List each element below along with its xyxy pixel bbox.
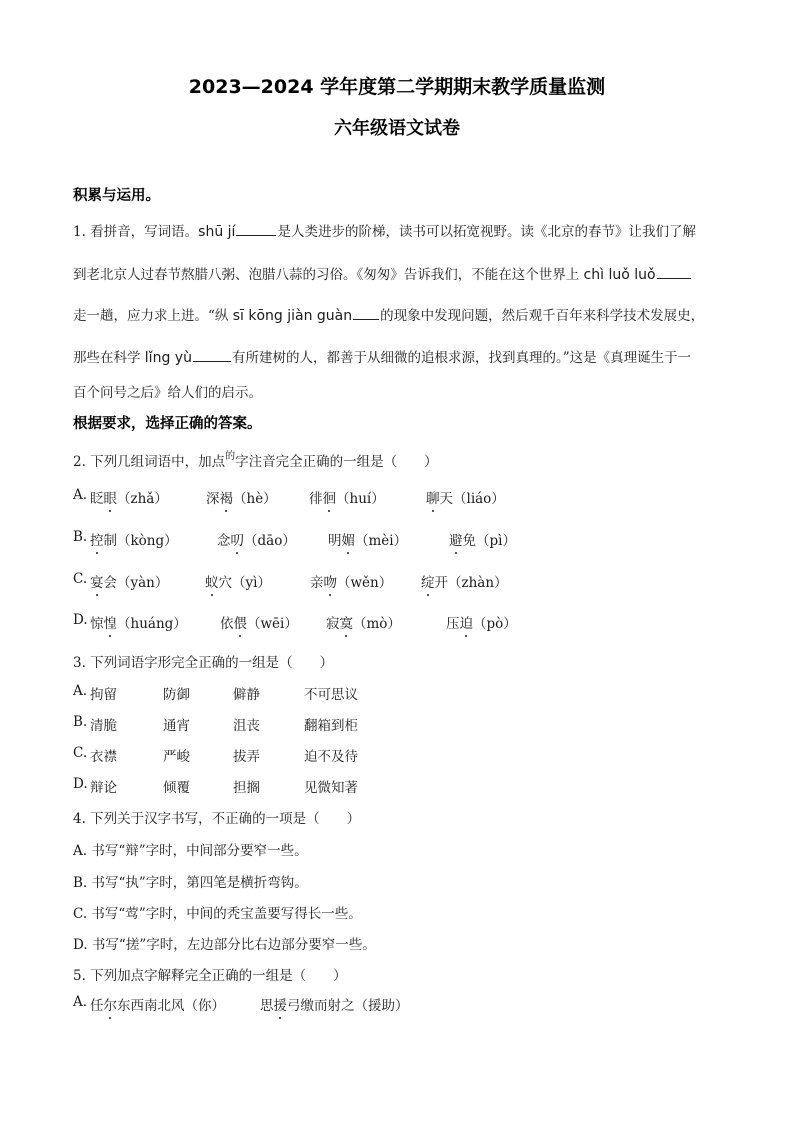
q3-word: 迫不及待 bbox=[304, 749, 358, 765]
section-heading-choice: 根据要求，选择正确的答案。 bbox=[73, 416, 262, 432]
pinyin-sikongjianguan: sī kōng jiàn guàn bbox=[232, 308, 353, 324]
pinyin-shuji: shū jí bbox=[198, 224, 236, 240]
option-label: A. bbox=[73, 487, 88, 503]
q5-a-phrase-1: 任尔东西南北风（你） bbox=[90, 994, 225, 1014]
q2-stem-text: 2. 下列几组词语中，加点 bbox=[73, 454, 226, 470]
option-label: C. bbox=[73, 745, 88, 761]
q2-d-word-4: 压迫（pò） bbox=[446, 612, 517, 632]
q5-stem: 5. 下列加点字解释完全正确的一组是（ ） bbox=[73, 968, 347, 984]
q2-c-word-2: 蚁穴（yì） bbox=[205, 571, 271, 591]
q3-word: 见微知著 bbox=[304, 780, 358, 796]
q1-line-4 bbox=[73, 346, 723, 366]
q3-word: 衣襟 bbox=[90, 749, 117, 765]
q4-option-a[interactable]: A. 书写“辩”字时，中间部分要窄一些。 bbox=[73, 843, 308, 859]
q2-b-word-3: 明媚（mèi） bbox=[328, 529, 407, 549]
page-title: 2023—2024 学年度第二学期期末教学质量监测 bbox=[188, 76, 606, 98]
q3-word: 翻箱到柜 bbox=[304, 718, 358, 734]
q4-option-b[interactable]: B. 书写“执”字时，第四笔是横折弯钩。 bbox=[73, 875, 308, 891]
q3-word: 拔弄 bbox=[233, 749, 260, 765]
q2-a-word-4: 聊天（liáo） bbox=[426, 487, 505, 507]
q2-a-word-2: 深褐（hè） bbox=[206, 487, 277, 507]
q1-line-2 bbox=[73, 263, 723, 283]
option-label: C. bbox=[73, 571, 88, 587]
q2-d-word-2: 依偎（wēi） bbox=[220, 612, 298, 632]
q1-text: 走一趟，应力求上进。“纵 bbox=[73, 308, 229, 324]
q4-option-d[interactable]: D. 书写“搓”字时，左边部分比右边部分要窄一些。 bbox=[73, 937, 376, 953]
answer-blank[interactable] bbox=[657, 277, 691, 279]
q2-stem-text: 字注音完全正确的一组是（ ） bbox=[235, 454, 438, 470]
q2-c-word-1: 宴会（yàn） bbox=[90, 571, 168, 591]
q2-stem-de: 的 bbox=[225, 451, 236, 462]
pinyin-chiluoluo: chì luǒ luǒ bbox=[583, 267, 656, 283]
section-heading-accumulation: 积累与运用。 bbox=[73, 188, 160, 204]
q3-word: 沮丧 bbox=[233, 718, 260, 734]
q2-c-word-4: 绽开（zhàn） bbox=[421, 571, 508, 591]
q1-line-1 bbox=[73, 220, 723, 240]
q1-text: 那些在科学 bbox=[73, 350, 141, 366]
q4-stem: 4. 下列关于汉字书写，不正确的一项是（ ） bbox=[73, 811, 361, 827]
q3-word: 通宵 bbox=[163, 718, 190, 734]
q3-stem: 3. 下列词语字形完全正确的一组是（ ） bbox=[73, 655, 334, 671]
q2-a-word-1: 眨眼（zhǎ） bbox=[90, 487, 168, 507]
q1-text: 有所建树的人，都善于从细微的追根求源，找到真理的。”这是《真理诞生于一 bbox=[231, 350, 692, 366]
q2-d-word-1: 惊惶（huáng） bbox=[90, 612, 187, 632]
q3-word: 防御 bbox=[163, 687, 190, 703]
pinyin-lingyu: lǐng yù bbox=[144, 350, 192, 366]
q1-text: 1. 看拼音，写词语。 bbox=[73, 224, 199, 240]
q1-line-3 bbox=[73, 304, 723, 324]
answer-blank[interactable] bbox=[353, 318, 379, 320]
answer-blank[interactable] bbox=[236, 234, 276, 236]
page-subtitle: 六年级语文试卷 bbox=[334, 118, 460, 139]
option-label: D. bbox=[73, 612, 88, 628]
option-label: B. bbox=[73, 529, 88, 545]
q3-word: 清脆 bbox=[90, 718, 117, 734]
option-label: A. bbox=[73, 994, 88, 1010]
q2-d-word-3: 寂寞（mò） bbox=[326, 612, 401, 632]
q3-word: 倾覆 bbox=[163, 780, 190, 796]
q1-text: 到老北京人过春节熬腊八粥、泡腊八蒜的习俗。《匆匆》告诉我们，不能在这个世界上 bbox=[73, 267, 580, 283]
option-label: A. bbox=[73, 683, 88, 699]
q3-word: 辩论 bbox=[90, 780, 117, 796]
option-label: B. bbox=[73, 714, 88, 730]
q2-b-word-2: 念叨（dāo） bbox=[217, 529, 296, 549]
q1-text: 是人类进步的阶梯，读书可以拓宽视野。读《北京的春节》让我们了解 bbox=[277, 224, 696, 240]
q3-word: 担搁 bbox=[233, 780, 260, 796]
q2-b-word-1: 控制（kòng） bbox=[90, 529, 178, 549]
q3-word: 拘留 bbox=[90, 687, 117, 703]
q2-c-word-3: 亲吻（wěn） bbox=[310, 571, 392, 591]
q5-a-phrase-2: 思援弓缴而射之（援助） bbox=[260, 994, 409, 1014]
option-label: D. bbox=[73, 776, 88, 792]
q4-option-c[interactable]: C. 书写“莺”字时，中间的秃宝盖要写得长一些。 bbox=[73, 906, 362, 922]
q3-word: 不可思议 bbox=[304, 687, 358, 703]
q3-word: 严峻 bbox=[163, 749, 190, 765]
q2-a-word-3: 徘徊（huí） bbox=[309, 487, 385, 507]
answer-blank[interactable] bbox=[193, 360, 231, 362]
q1-line-5: 百个问号之后》给人们的启示。 bbox=[73, 385, 262, 401]
q2-stem bbox=[73, 450, 723, 470]
q2-b-word-4: 避免（pì） bbox=[449, 529, 516, 549]
q3-word: 僻静 bbox=[233, 687, 260, 703]
q1-text: 的现象中发现问题，然后观千百年来科学技术发展史， bbox=[380, 308, 705, 324]
